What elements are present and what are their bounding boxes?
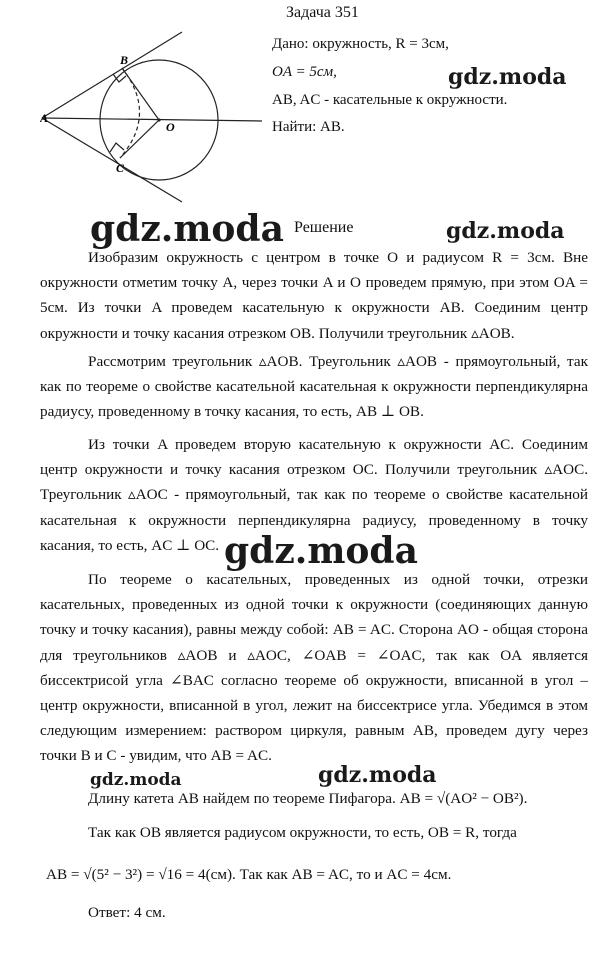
watermark-logo: gdz.moda (224, 530, 418, 572)
right-angle-c (110, 143, 124, 152)
tangent-ab (42, 32, 182, 118)
label-b: B (120, 53, 129, 67)
solution-paragraph-2: Рассмотрим треугольник ▵AOB. Треугольник ▵AOB - прямоугольный, так как по теореме о свойстве касательной касательная к окружности перпендикулярна радиусу, проведенному в точку касания, то есть, AB ⊥ OB. (40, 353, 588, 421)
axis-line (42, 118, 262, 121)
watermark-logo: gdz.moda (448, 64, 567, 90)
answer: Ответ: 4 см. (88, 904, 166, 921)
watermark-logo: gdz.moda (446, 218, 565, 244)
radius-oc (120, 120, 159, 158)
given-oa: OA = 5см, (272, 64, 337, 80)
calculation-line: AB = √(5² − 3²) = √16 = 4(см). Так как AB = AC, то и AC = 4см. (46, 866, 452, 883)
label-c: C (116, 161, 125, 175)
given-circle: Дано: окружность, R = 3см, (272, 36, 449, 52)
solution-heading: Решение (294, 219, 354, 236)
find-text: Найти: AB. (272, 119, 345, 135)
dashed-arc (120, 68, 140, 158)
watermark-logo: gdz.moda (90, 770, 182, 790)
solution-paragraph-4: По теореме о касательных, проведенных из одной точки, отрезки касательных, проведенных из одной точки к окружности (соединяющих данную точку и точку касания), равны между собой: AB = AC. Сторона AO - общая сторона для треугольников ▵AOB и ▵AOC, ∠OAB = ∠OAC, так как OA является биссектрисой угла ∠BAC согласно теореме об окружности, вписанной в угол – центр окружности, вписанной в угол, лежит на биссектрисе угла. Убедимся в этом следующим измерением: раствором циркуля, равным AB, проведем дугу через точки B и C - увидим, что AB = AC. (40, 571, 588, 765)
label-a: A (40, 111, 49, 125)
radius-line: Так как OB является радиусом окружности, то есть, OB = R, тогда (88, 824, 517, 841)
task-title: Задача 351 (286, 4, 359, 21)
label-o: O (166, 120, 175, 134)
given-tangents: AB, AC - касательные к окружности. (272, 92, 508, 108)
tangent-ac (42, 118, 182, 202)
solution-paragraph-3: Из точки A проведем вторую касательную к окружности AC. Соединим центр окружности и точку касания отрезком OC. Получили треугольник ▵AOC. Треугольник ▵AOC - прямоугольный, так как по теореме о свойстве касательной касательная к окружности перпендикулярна радиусу, проведенному в точку касания, то есть, AC ⊥ OC. (40, 436, 588, 554)
solution-paragraph-1: Изобразим окружность с центром в точке O и радиусом R = 3см. Вне окружности отметим точку A, через точки A и O проведем прямую, при этом OA = 5см. Из точки A проведем касательную к окружности AB. Соединим центр окружности и точку касания отрезком OB. Получили треугольник ▵AOB. (40, 249, 588, 342)
geometry-diagram (40, 30, 265, 205)
pythagoras-line: Длину катета AB найдем по теореме Пифагора. AB = √(AO² − OB²). (88, 790, 528, 807)
watermark-logo: gdz.moda (90, 208, 284, 250)
watermark-logo: gdz.moda (318, 762, 437, 788)
